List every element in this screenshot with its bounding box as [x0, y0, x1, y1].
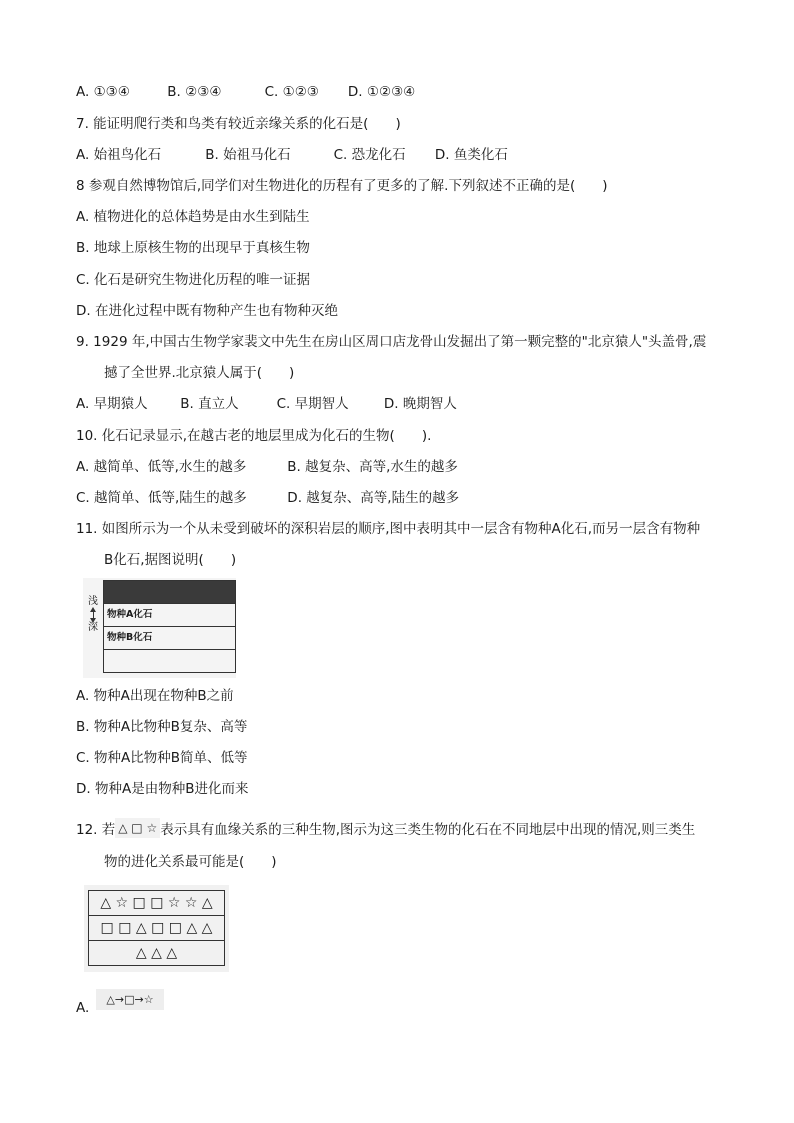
q10-option-d: D. 越复杂、高等,陆生的越多 [287, 490, 460, 506]
q10-stem: 10. 化石记录显示,在越古老的地层里成为化石的生物( ). [76, 428, 432, 444]
q11-option-b: B. 物种A比物种B复杂、高等 [76, 719, 248, 735]
q8-stem: 8 参观自然博物馆后,同学们对生物进化的历程有了更多的了解.下列叙述不正确的是( ) [76, 178, 608, 194]
q12-stem-line1 [76, 818, 695, 840]
q11-option-c: C. 物种A比物种B简单、低等 [76, 750, 248, 766]
q11-stem-line1: 11. 如图所示为一个从未受到破坏的深积岩层的顺序,图中表明其中一层含有物种A化石,而另一层含有物种 [76, 521, 701, 537]
deep-label: 深 [88, 622, 98, 633]
q7-stem: 7. 能证明爬行类和鸟类有较近亲缘关系的化石是( ) [76, 116, 401, 132]
q7-option-b: B. 始祖马化石 [205, 147, 291, 163]
fossil-layer-row-2: □ □ △ □ □ △ △ [89, 916, 224, 941]
q9-stem-line2: 撼了全世界.北京猿人属于( ) [104, 365, 295, 381]
fossil-layer-row-3: △ △ △ [135, 945, 178, 961]
q8-option-d: D. 在进化过程中既有物种产生也有物种灭绝 [76, 303, 338, 319]
q7-option-d: D. 鱼类化石 [434, 147, 508, 163]
q11-stem-line2: B化石,据图说明( ) [104, 552, 237, 568]
strata-top-layer [104, 581, 235, 604]
q11-option-d: D. 物种A是由物种B进化而来 [76, 781, 249, 797]
q8-option-a: A. 植物进化的总体趋势是由水生到陆生 [76, 209, 310, 225]
q12-option-a-chain: △→□→☆ [96, 989, 164, 1010]
depth-arrow [85, 596, 101, 634]
q6-option-b: B. ②③④ [167, 84, 222, 100]
q12-stem-prefix: 12. 若 [76, 822, 116, 838]
q12-stem-line2: 物的进化关系最可能是( ) [104, 854, 277, 870]
q8-option-c: C. 化石是研究生物进化历程的唯一证据 [76, 272, 311, 288]
q12-stem-rest: 表示具有血缘关系的三种生物,图示为这三类生物的化石在不同地层中出现的情况,则三类生 [160, 822, 696, 838]
strata-layer-a: 物种A化石 [104, 604, 235, 627]
q8-option-b: B. 地球上原核生物的出现早于真核生物 [76, 240, 310, 256]
q12-option-a-label: A. [76, 1000, 90, 1016]
q6-option-d: D. ①②③④ [347, 84, 416, 100]
q9-option-d: D. 晚期智人 [383, 396, 457, 412]
q9-option-b: B. 直立人 [180, 396, 239, 412]
fossil-layers-table [88, 890, 225, 966]
q9-stem-line1: 9. 1929 年,中国古生物学家裴文中先生在房山区周口店龙骨山发掘出了第一颗完整的"北京猿人"头盖骨,震 [76, 334, 707, 350]
shallow-label: 浅 [88, 596, 98, 607]
q6-option-c: C. ①②③ [264, 84, 319, 100]
rock-strata-figure [83, 578, 236, 678]
strata-layers [103, 580, 236, 673]
q10-option-c: C. 越简单、低等,陆生的越多 [76, 490, 247, 506]
strata-layer-b: 物种B化石 [104, 627, 235, 650]
fossil-layer-row-1: △ ☆ □ □ ☆ ☆ △ [89, 891, 224, 916]
q9-option-c: C. 早期智人 [276, 396, 349, 412]
strata-bottom-layer [104, 650, 235, 672]
q9-options [76, 394, 457, 414]
q9-option-a: A. 早期猿人 [76, 396, 148, 412]
fossil-layers-figure [84, 885, 229, 972]
q10-options-row2 [76, 488, 459, 508]
q7-options [76, 145, 508, 165]
q7-option-a: A. 始祖鸟化石 [76, 147, 162, 163]
q11-option-a: A. 物种A出现在物种B之前 [76, 688, 234, 704]
q7-option-c: C. 恐龙化石 [333, 147, 406, 163]
q10-options-row1 [76, 457, 458, 477]
q12-symbols: △ □ ☆ [115, 818, 160, 838]
q10-option-b: B. 越复杂、高等,水生的越多 [287, 459, 458, 475]
q6-option-a: A. ①③④ [76, 84, 130, 100]
q6-options [76, 82, 415, 102]
q10-option-a: A. 越简单、低等,水生的越多 [76, 459, 247, 475]
double-arrow-icon [93, 609, 94, 621]
